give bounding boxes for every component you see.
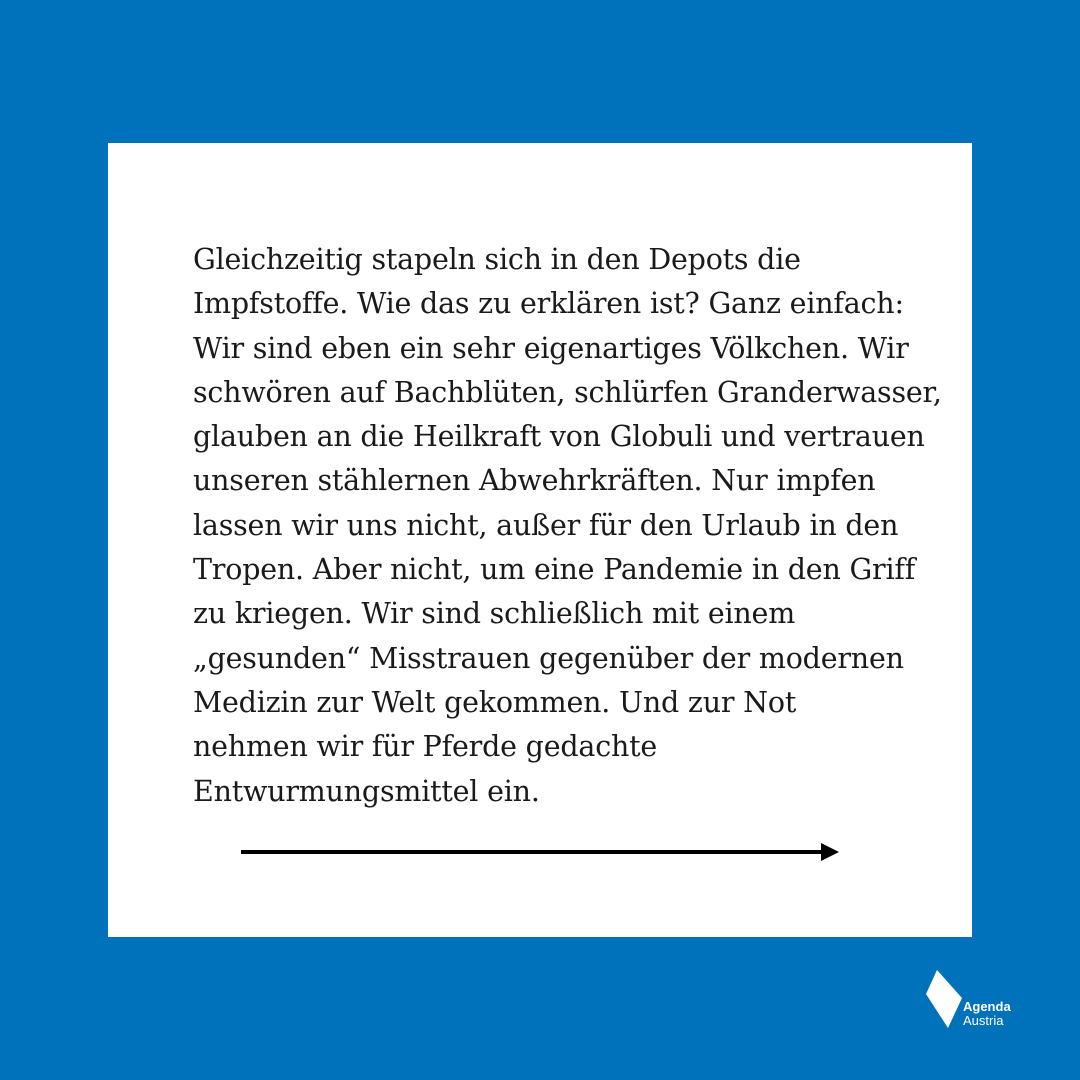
quote-line: „gesunden“ Misstrauen gegenüber der modernen	[193, 641, 904, 675]
logo-line-agenda: Agenda	[963, 999, 1011, 1014]
quote-card	[108, 143, 972, 937]
quote-line: Impfstoffe. Wie das zu erklären ist? Ganz einfach:	[193, 287, 904, 321]
logo-wordmark	[963, 1000, 1011, 1028]
quote-line: schwören auf Bachblüten, schlürfen Granderwasser,	[193, 375, 942, 409]
agenda-austria-logo	[926, 968, 1036, 1032]
quote-line: glauben an die Heilkraft von Globuli und vertrauen	[193, 420, 925, 454]
quote-line: Tropen. Aber nicht, um eine Pandemie in den Griff	[193, 553, 916, 587]
quote-line: zu kriegen. Wir sind schließlich mit einem	[193, 597, 796, 631]
quote-line: nehmen wir für Pferde gedachte	[193, 730, 658, 764]
quote-text	[193, 238, 942, 814]
logo-mark-icon	[926, 968, 962, 1030]
logo-line-austria: Austria	[963, 1013, 1004, 1028]
quote-line: Gleichzeitig stapeln sich in den Depots die	[193, 243, 801, 276]
quote-line: Medizin zur Welt gekommen. Und zur Not	[193, 685, 797, 719]
arrow-right-icon	[241, 840, 841, 864]
quote-line: lassen wir uns nicht, außer für den Urlaub in den	[193, 508, 899, 542]
quote-line: Entwurmungsmittel ein.	[193, 774, 540, 808]
quote-line: Wir sind eben ein sehr eigenartiges Völkchen. Wir	[193, 331, 909, 365]
quote-line: unseren stählernen Abwehrkräften. Nur impfen	[193, 464, 876, 498]
